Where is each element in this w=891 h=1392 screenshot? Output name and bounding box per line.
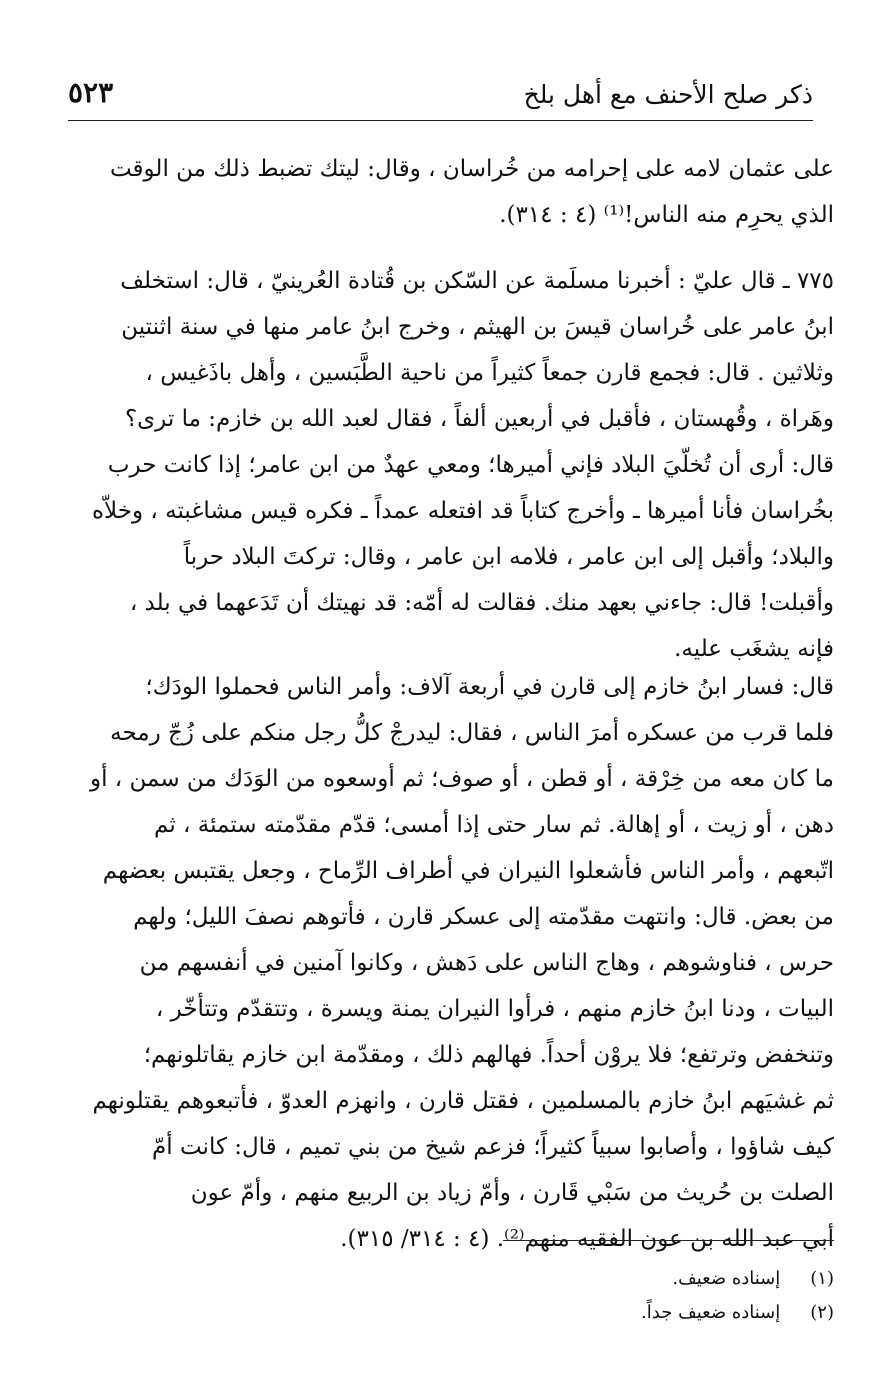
- text-line: حرس ، فناوشوهم ، وهاج الناس على دَهش ، وكانوا آمنين في أنفسهم من: [139, 950, 834, 976]
- paragraph-3: [60, 664, 834, 1262]
- footnote-number: (١): [810, 1268, 834, 1289]
- footnotes: [500, 1262, 834, 1330]
- text-line: فلما قرب من عسكره أمرَ الناس ، فقال: ليدرجْ كلُّ رجل منكم على زُجّ رمحه: [110, 720, 834, 746]
- text-line: ما كان معه من خِرْقة ، أو قطن ، أو صوف؛ ثم أوسعوه من الوَدَك من سمن ، أو: [90, 766, 834, 792]
- text-line: فإنه يشغَب عليه.: [674, 636, 834, 662]
- text-line: ٧٧٥ ـ قال عليّ : أخبرنا مسلَمة عن السّكن بن قُتادة العُرينيّ ، قال: استخلف: [120, 268, 834, 294]
- text-line: على عثمان لامه على إحرامه من خُراسان ، وقال: ليتك تضبط ذلك من الوقت: [109, 156, 834, 182]
- text-line: والبلاد؛ وأقبل إلى ابن عامر ، فلامه ابن عامر ، وقال: تركتَ البلاد حرباً: [183, 544, 834, 570]
- text-line: وثلاثين . قال: فجمع قارن جمعاً كثيراً من ناحية الطَّبَسين ، وأهل باذَغيس ،: [145, 360, 834, 386]
- text-line: الذي يحرِم منه الناس!⁽¹⁾ (٤ : ٣١٤).: [499, 202, 834, 228]
- text-line: وأقبلت! قال: جاءني بعهد منك. فقالت له أمّه: قد نهيتك أن تَدَعهما في بلد ،: [129, 590, 834, 616]
- footnote-1: [500, 1262, 834, 1296]
- text-line: أبي عبد الله بن عون الفقيه منهم⁽²⁾. (٤ : ٣١٤/ ٣١٥).: [340, 1226, 834, 1252]
- text-line: قال: فسار ابنُ خازم إلى قارن في أربعة آلاف: وأمر الناس فحملوا الودَك؛: [145, 674, 834, 700]
- footnote-text: إسناده ضعيف.: [672, 1268, 781, 1289]
- text-line: بخُراسان فأنا أميرها ـ وأخرج كتاباً قد افتعله عمداً ـ فكره قيس مشاغبته ، وخلاّه: [92, 498, 834, 524]
- text-line: اتّبعهم ، وأمر الناس فأشعلوا النيران في أطراف الرِّماح ، وجعل يقتبس بعضهم: [102, 858, 834, 884]
- page-number: ٥٢٣: [68, 76, 114, 109]
- footnote-number: (٢): [810, 1302, 834, 1323]
- text-line: البيات ، ودنا ابنُ خازم منهم ، فرأوا النيران يمنة ويسرة ، وتتقدّم وتتأخّر ،: [155, 996, 834, 1022]
- footnote-divider: [503, 1240, 834, 1241]
- text-line: وتنخفض وترتفع؛ فلا يروْن أحداً. فهالهم ذلك ، ومقدّمة ابن خازم يقاتلونهم؛: [143, 1042, 834, 1068]
- text-line: الصلت بن حُريث من سَبْي قَارن ، وأمّ زياد بن الربيع منهم ، وأمّ عون: [190, 1180, 834, 1206]
- paragraph-2: [60, 258, 834, 672]
- text-line: قال: أرى أن تُخلّيَ البلاد فإني أميرها؛ ومعي عهدٌ من ابن عامر؛ إذا كانت حرب: [107, 452, 834, 478]
- footnote-2: [500, 1296, 834, 1330]
- text-line: ابنُ عامر على خُراسان قيسَ بن الهيثم ، وخرج ابنُ عامر منها في سنة اثنتين: [121, 314, 834, 340]
- header-divider: [68, 120, 813, 121]
- text-line: من بعض. قال: وانتهت مقدّمته إلى عسكر قارن ، فأتوهم نصفَ الليل؛ ولهم: [133, 904, 834, 930]
- page-header: [68, 74, 813, 120]
- running-title: ذكر صلح الأحنف مع أهل بلخ: [523, 80, 813, 109]
- paragraph-1: [60, 146, 834, 238]
- text-line: كيف شاؤوا ، وأصابوا سبياً كثيراً؛ فزعم شيخ من بني تميم ، قال: كانت أمّ: [152, 1134, 834, 1160]
- text-line: دهن ، أو زيت ، أو إهالة. ثم سار حتى إذا أمسى؛ قدّم مقدّمته ستمئة ، ثم: [154, 812, 834, 838]
- footnote-text: إسناده ضعيف جداً.: [641, 1302, 781, 1323]
- text-line: وهَراة ، وقُهستان ، فأقبل في أربعين ألفاً ، فقال لعبد الله بن خازم: ما ترى؟: [124, 406, 834, 432]
- text-line: ثم غشيَهم ابنُ خازم بالمسلمين ، فقتل قارن ، وانهزم العدوّ ، فأتبعوهم يقتلونهم: [92, 1088, 834, 1114]
